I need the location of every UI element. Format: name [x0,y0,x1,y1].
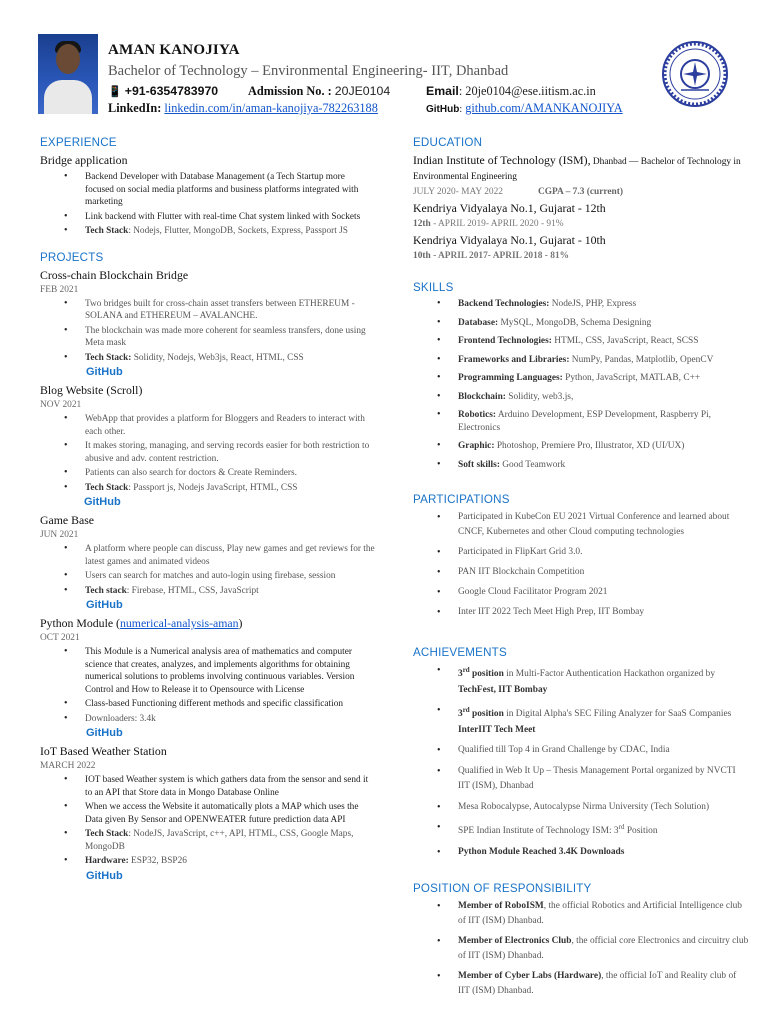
list-item: • This Module is a Numerical analysis area of mathematics and computer science that creates, analyzes, and implements algorithms for obtaining numerical solutions to problems involving continuous variables. Version Control and How to Release it to Opensource with License [40,646,376,696]
list-item: • Database: MySQL, MongoDB, Schema Designing [413,317,749,330]
list-item: • Participated in FlipKart Grid 3.0. [413,545,749,560]
list-item: • Tech Stack: NodeJS, JavaScript, c++, API, HTML, CSS, Google Maps, MongoDB [40,828,376,853]
list-item: • Python Module Reached 3.4K Downloads [413,845,749,861]
list-item: • Qualified till Top 4 in Grand Challenge by CDAC, India [413,743,749,759]
right-column [413,136,749,1004]
list-item: • Patients can also search for doctors & Create Reminders. [40,467,376,480]
list-item: • WebApp that provides a platform for Bloggers and Readers to interact with each other. [40,413,376,438]
project-title: Python Module (numerical-analysis-aman) [40,616,243,630]
list-item: • Inter IIT 2022 Tech Meet High Prep, IIT Bombay [413,605,749,620]
list-item: • Link backend with Flutter with real-time Chat system linked with Sockets [40,211,376,224]
list-item: • Tech stack: Firebase, HTML, CSS, JavaScript [40,585,376,598]
education-date: JULY 2020- MAY 2022 CGPA – 7.3 (current) [413,187,624,197]
project-date: FEB 2021 [40,284,79,295]
participations-list [413,510,749,620]
list-item: • When we access the Website it automatically plots a MAP which uses the Data given By Sensor and OPENWEATER future prediction data API [40,801,376,826]
list-item: • Programming Languages: Python, JavaScript, MATLAB, C++ [413,372,749,385]
education-date: 12th - APRIL 2019- APRIL 2020 - 91% [413,219,564,229]
github-label: GitHub [426,104,460,115]
admission-label: Admission No. : [248,84,332,98]
skills-heading: SKILLS [413,281,454,294]
list-item: • The blockchain was made more coherent for seamless transfers, done using Meta mask [40,325,376,350]
github-link[interactable]: GitHub [84,496,121,508]
list-item: • PAN IIT Blockchain Competition [413,565,749,580]
github-link[interactable]: GitHub [86,366,123,378]
list-item: • Qualified in Web It Up – Thesis Management Portal organized by NVCTI IIT (ISM), Dhanbad [413,764,749,795]
experience-title: Bridge application [40,153,128,167]
linkedin-link[interactable]: linkedin.com/in/aman-kanojiya-782263188 [164,101,378,115]
email-line [426,84,596,99]
list-item: • Member of RoboISM, the official Robotics and Artificial Intelligence club of IIT (ISM) Dhanbad. [413,899,749,929]
education-heading: EDUCATION [413,136,483,149]
education-entry: Kendriya Vidyalaya No.1, Gujarat - 12th [413,201,606,215]
list-item: • Backend Developer with Database Management (a Tech Startup more focused on social media platforms and business platforms integrated with marketing [40,171,376,209]
responsibility-heading: POSITION OF RESPONSIBILITY [413,882,592,896]
project-list [40,298,376,365]
project-list [40,646,376,725]
list-item: • 3rd position in Digital Alpha's SEC Filing Analyzer for SaaS Companies InterIIT Tech Meet [413,703,749,738]
linkedin-label: LinkedIn: [108,101,162,115]
list-item: • 3rd position in Multi-Factor Authentication Hackathon organized by TechFest, IIT Bombay [413,663,749,698]
email-value[interactable]: : 20je0104@ese.iitism.ac.in [458,84,596,98]
project-date: JUN 2021 [40,530,79,540]
list-item: • Robotics: Arduino Development, ESP Development, Raspberry Pi, Electronics [413,409,749,434]
profile-photo [38,34,98,114]
list-item: • Downloaders: 3.4k [40,713,376,726]
project-date: NOV 2021 [40,400,82,410]
achievements-heading: ACHIEVEMENTS [413,646,507,659]
degree-line: Bachelor of Technology – Environmental Engineering- IIT, Dhanbad [108,63,509,79]
education-entry: Kendriya Vidyalaya No.1, Gujarat - 10th [413,233,606,247]
experience-list [40,171,376,238]
skills-list [413,298,749,471]
github-link[interactable]: GitHub [86,599,123,611]
project-title: Cross-chain Blockchain Bridge [40,267,189,282]
phone-number: +91-6354783970 [124,84,219,98]
responsibility-list [413,899,749,999]
list-item: • Frameworks and Libraries: NumPy, Pandas, Matplotlib, OpenCV [413,354,749,367]
list-item: • Hardware: ESP32, BSP26 [40,855,376,868]
list-item: • Users can search for matches and auto-login using firebase, session [40,570,376,583]
project-date: OCT 2021 [40,633,80,643]
list-item: • Backend Technologies: NodeJS, PHP, Express [413,298,749,311]
list-item: • Tech Stack: Nodejs, Flutter, MongoDB, Sockets, Express, Passport JS [40,225,376,238]
project-list [40,413,376,494]
education-entry: Indian Institute of Technology (ISM), Dhanbad — Bachelor of Technology in Environmental Engineering [413,153,741,182]
linkedin-line [108,101,378,116]
list-item: • Mesa Robocalypse, Autocalypse Nirma University (Tech Solution) [413,800,749,816]
admission-line [248,84,390,99]
projects-heading: PROJECTS [40,250,104,264]
github-link[interactable]: GitHub [86,727,123,739]
module-link[interactable]: numerical-analysis-aman [119,616,239,630]
list-item: • Blockchain: Solidity, web3.js, [413,391,749,404]
list-item: • Frontend Technologies: HTML, CSS, JavaScript, React, SCSS [413,335,749,348]
github-link[interactable]: github.com/AMANKANOJIYA [465,101,623,115]
list-item: • Class-based Functioning different methods and specific classification [40,698,376,711]
iit-ism-logo [661,40,729,108]
left-column [40,136,376,887]
list-item: • Google Cloud Facilitator Program 2021 [413,585,749,600]
list-item: • Member of Cyber Labs (Hardware), the official IoT and Reality club of IIT (ISM) Dhanbad. [413,969,749,999]
project-list [40,543,376,597]
email-label: Email [426,84,459,98]
project-title: Game Base [40,513,95,527]
github-link[interactable]: GitHub [86,869,123,882]
list-item: • Participated in KubeCon EU 2021 Virtual Conference and learned about CNCF, Kubernetes and other Cloud computing technologies [413,510,749,540]
admission-value: 20JE0104 [334,84,391,98]
list-item: • Graphic: Photoshop, Premiere Pro, Illustrator, XD (UI/UX) [413,440,749,453]
list-item: • Member of Electronics Club, the official core Electronics and circuitry club of IIT (ISM) Dhanbad. [413,934,749,964]
project-title: IoT Based Weather Station [40,744,167,758]
phone-icon: 📱 [108,86,122,98]
resume-header [108,42,648,80]
candidate-name: AMAN KANOJIYA [108,42,240,58]
list-item: • Two bridges built for cross-chain asset transfers between ETHEREUM - SOLANA and ETHEREUM – AVALANCHE. [40,298,376,323]
list-item: • IOT based Weather system is which gathers data from the sensor and send it to an API that Store data in Mongo Database Online [40,774,376,799]
experience-heading: EXPERIENCE [40,136,117,149]
list-item: • Soft skills: Good Teamwork [413,459,749,472]
achievements-list [413,663,749,860]
list-item: • SPE Indian Institute of Technology ISM: 3rd Position [413,820,749,840]
project-list [40,774,376,868]
list-item: • It makes storing, managing, and serving records easier for both restriction to abusive and adv. content restriction. [40,440,376,465]
phone-line [108,84,218,99]
list-item: • Tech Stack: Passport js, Nodejs JavaScript, HTML, CSS [40,482,376,495]
project-title: Blog Website (Scroll) [40,383,143,397]
list-item: • Tech Stack: Solidity, Nodejs, Web3js, React, HTML, CSS [40,352,376,365]
participations-heading: PARTICIPATIONS [413,493,510,506]
project-date: MARCH 2022 [40,761,96,771]
list-item: • A platform where people can discuss, Play new games and get reviews for the latest games and animated videos [40,543,376,568]
github-line: GitHub: github.com/AMANKANOJIYA [426,101,623,115]
education-date: 10th - APRIL 2017- APRIL 2018 - 81% [413,251,570,261]
